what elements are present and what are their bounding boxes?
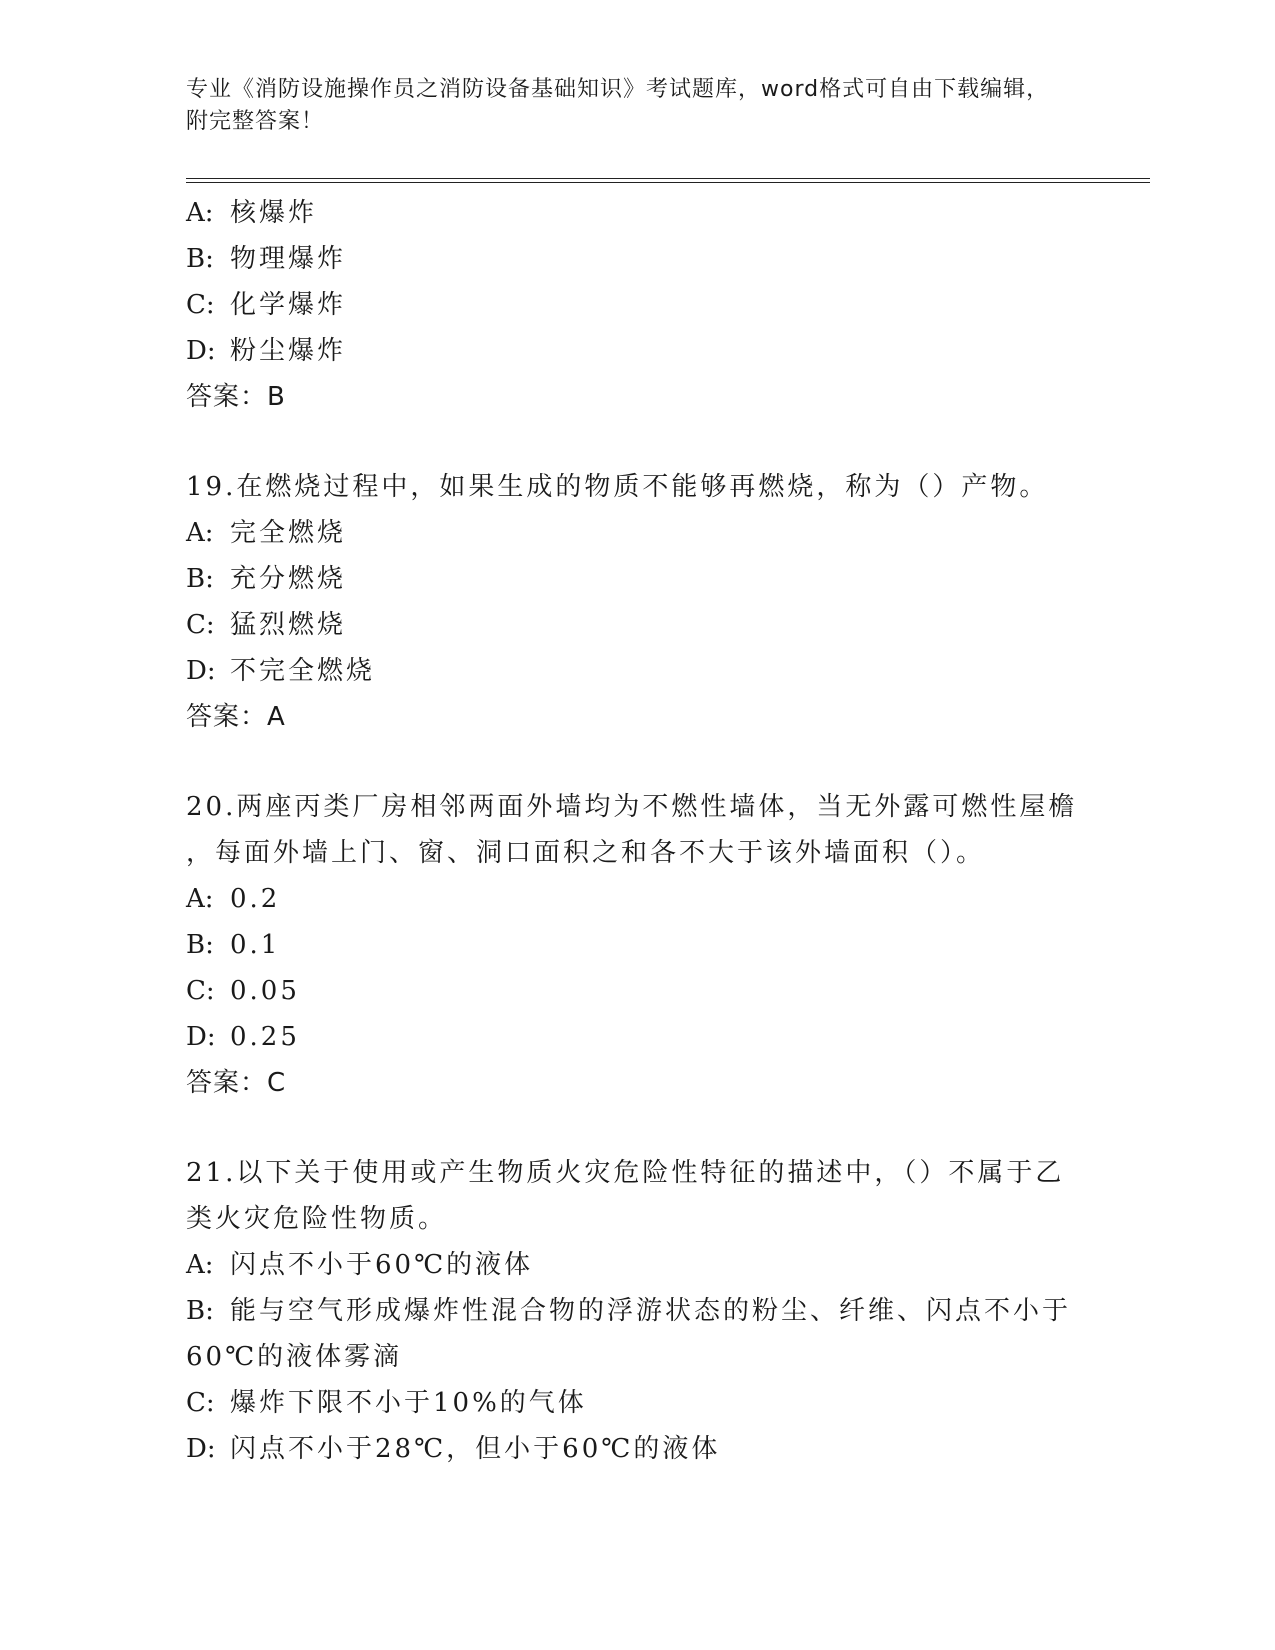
option-a: A: 完全燃烧 xyxy=(186,518,347,548)
document-header: 专业《消防设施操作员之消防设备基础知识》考试题库，word格式可自由下载编辑，附完整答案！ xyxy=(186,77,1050,134)
question-18-continuation xyxy=(186,190,1086,420)
answer: 答案：B xyxy=(186,382,286,412)
option-d: D: 粉尘爆炸 xyxy=(186,336,347,366)
question-stem-line-1: 20.两座丙类厂房相邻两面外墙均为不燃性墙体，当无外露可燃性屋檐 xyxy=(186,792,1078,822)
option-c: C: 猛烈燃烧 xyxy=(186,610,347,640)
answer: 答案：A xyxy=(186,702,286,732)
question-stem-line-2: ，每面外墙上门、窗、洞口面积之和各不大于该外墙面积（）。 xyxy=(186,838,986,868)
question-19 xyxy=(186,464,1086,740)
option-a: A: 核爆炸 xyxy=(186,198,318,228)
option-a: A: 0.2 xyxy=(186,884,281,914)
question-stem-line-2: 类火灾危险性物质。 xyxy=(186,1204,448,1234)
header-rule xyxy=(186,178,1150,179)
option-c: C: 化学爆炸 xyxy=(186,290,347,320)
option-d: D: 闪点不小于28℃，但小于60℃的液体 xyxy=(186,1434,721,1464)
option-b: B: 能与空气形成爆炸性混合物的浮游状态的粉尘、纤维、闪点不小于 xyxy=(186,1296,1072,1326)
option-b: B: 充分燃烧 xyxy=(186,564,347,594)
header-rule xyxy=(186,182,1150,183)
option-b: B: 物理爆炸 xyxy=(186,244,347,274)
option-c: C: 0.05 xyxy=(186,976,300,1006)
option-c: C: 爆炸下限不小于10%的气体 xyxy=(186,1388,587,1418)
option-d: D: 不完全燃烧 xyxy=(186,656,376,686)
option-b: B: 0.1 xyxy=(186,930,281,960)
answer: 答案：C xyxy=(186,1068,287,1098)
question-20 xyxy=(186,784,1086,1106)
question-list xyxy=(186,190,1086,1472)
question-stem-line-1: 21.以下关于使用或产生物质火灾危险性特征的描述中，（）不属于乙 xyxy=(186,1158,1065,1188)
option-d: D: 0.25 xyxy=(186,1022,300,1052)
option-a: A: 闪点不小于60℃的液体 xyxy=(186,1250,534,1280)
question-21 xyxy=(186,1150,1086,1472)
question-stem: 19.在燃烧过程中，如果生成的物质不能够再燃烧，称为（）产物。 xyxy=(186,472,1049,502)
option-b-continuation: 60℃的液体雾滴 xyxy=(186,1342,403,1372)
